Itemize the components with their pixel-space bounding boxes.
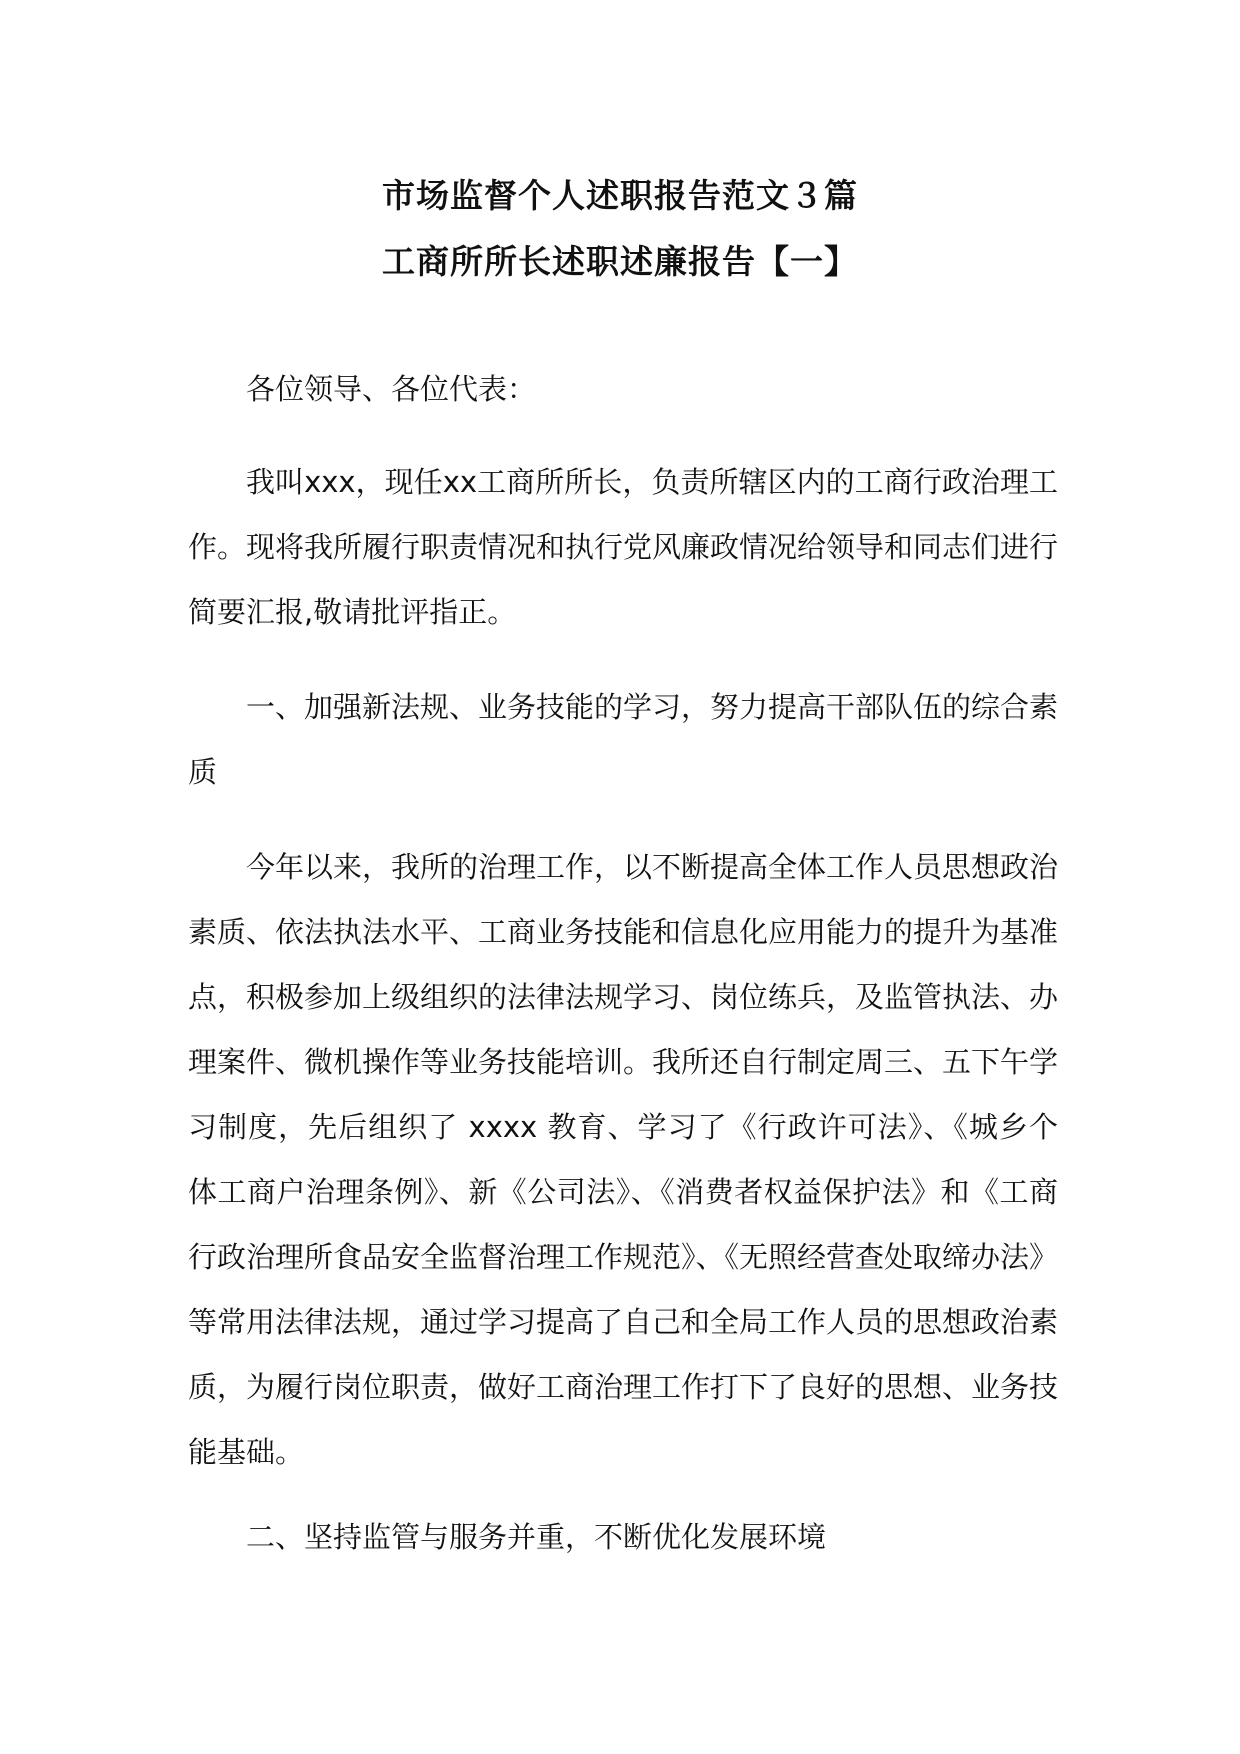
section-heading-2 [188, 1505, 1058, 1570]
document-subtitle: 工商所所长述职述廉报告【一】 [382, 242, 858, 281]
document-title: 市场监督个人述职报告范文３篇 [382, 176, 858, 215]
paragraph-body-1-text: 今年以来，我所的治理工作，以不断提高全体工作人员思想政治素质、依法执法水平、工商业务技能和信息化应用能力的提升为基准点，积极参加上级组织的法律法规学习、岗位练兵，及监管执法、办理案件、微机操作等业务技能培训。我所还自行制定周三、五下午学习制度，先后组织了 xxxx 教育、学习了《行政许可法》、《城乡个体工商户治理条例》、新《公司法》、《消费者权益保护法》和《工商行政治理所食品安全监督治理工作规范》、《无照经营查处取缔办法》等常用法律法规，通过学习提高了自己和全局工作人员的思想政治素质，为履行岗位职责，做好工商治理工作打下了良好的思想、业务技能基础。 [188, 850, 1059, 1469]
paragraph-intro-text: 我叫xxx，现任xx工商所所长，负责所辖区内的工商行政治理工作。现将我所履行职责情况和执行党风廉政情况给领导和同志们进行简要汇报,敬请批评指正。 [188, 465, 1059, 629]
paragraph-body-1 [188, 835, 1058, 1485]
section-heading-1 [188, 675, 1058, 805]
section-heading-2-text: 二、坚持监管与服务并重，不断优化发展环境 [246, 1520, 827, 1554]
section-heading-1-text: 一、加强新法规、业务技能的学习，努力提高干部队伍的综合素质 [188, 690, 1059, 789]
paragraph-intro [188, 450, 1058, 645]
salutation: 各位领导、各位代表： [246, 372, 537, 406]
